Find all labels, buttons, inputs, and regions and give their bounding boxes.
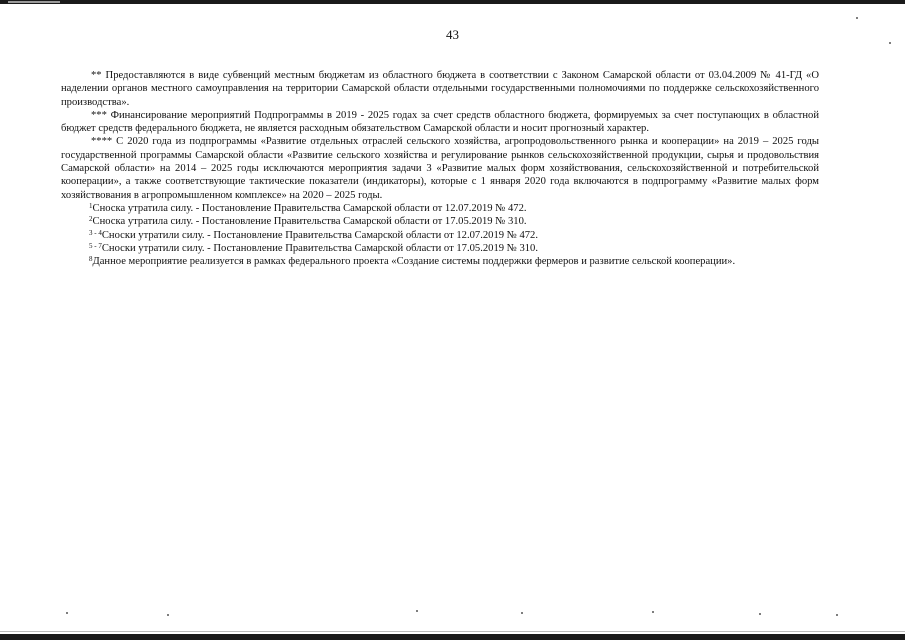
footnote-mark: 5 - 7	[89, 241, 102, 250]
scan-speck	[167, 614, 169, 616]
footnote-text: Сноска утратила силу. - Постановление Правительства Самарской области от 17.05.2019 № 310.	[92, 216, 527, 228]
note-double-asterisk: ** Предоставляются в виде субвенций местным бюджетам из областного бюджета в соответствии с Законом Самарской области от 03.04.2009 № 41-ГД «О наделении органов местного самоуправления на территории Самарской области отдельными государственными полномочиями по поддержке сельскохозяйственного производства».	[61, 70, 819, 108]
page-number: 43	[446, 27, 459, 42]
scan-edge-bottom-line	[0, 631, 905, 632]
scan-speck	[66, 612, 68, 614]
scan-speck	[416, 610, 418, 612]
scan-edge-bottom	[0, 634, 905, 640]
footnote-mark: 2	[89, 215, 93, 224]
scan-speck	[889, 42, 891, 44]
note-quad-asterisk: **** С 2020 года из подпрограммы «Развитие отдельных отраслей сельского хозяйства, агропродовольственного рынка и кооперации» на 2019 – 2025 годы государственной программы Самарской области «Развитие сельского хозяйства и регулирование рынков сельскохозяйственной продукции, сырья и продовольствия Самарской области» на 2014 – 2025 годы исключаются мероприятия задачи 3 «Развитие малых форм хозяйствования, сельскохозяйственной и потребительской кооперации», а также соответствующие тактические показатели (индикаторы), которые с 1 января 2020 года включаются в подпрограмму «Развитие малых форм хозяйствования в агропромышленном комплексе» на 2020 – 2025 годы.	[61, 136, 819, 201]
footnote-text: Сноски утратили силу. - Постановление Правительства Самарской области от 17.05.2019 № 310.	[101, 242, 538, 254]
footnote-mark: 3 - 4	[89, 228, 102, 237]
footnote-5-7	[61, 242, 819, 255]
footnote-3-4	[61, 229, 819, 242]
footnote-mark: 8	[89, 255, 93, 264]
note-triple-asterisk: *** Финансирование мероприятий Подпрограммы в 2019 - 2025 годах за счет средств областного бюджета, формируемых за счет поступающих в областной бюджет средств федерального бюджета, не является расходным обязательством Самарской области и носит прогнозный характер.	[61, 109, 819, 135]
footnote-1	[61, 202, 819, 215]
footnote-text: Сноски утратили силу. - Постановление Правительства Самарской области от 12.07.2019 № 472.	[101, 229, 538, 241]
footnote-mark: 1	[89, 201, 93, 210]
footnote-text: Сноска утратила силу. - Постановление Правительства Самарской области от 12.07.2019 № 472.	[92, 202, 527, 214]
scan-speck	[836, 614, 838, 616]
notes-block	[61, 69, 819, 268]
scan-speck	[652, 611, 654, 613]
scan-speck	[521, 612, 523, 614]
scan-speck	[759, 613, 761, 615]
scan-speck	[856, 17, 858, 19]
footnote-text: Данное мероприятие реализуется в рамках федерального проекта «Создание системы поддержки фермеров и развитие сельской кооперации».	[92, 256, 736, 268]
scan-edge-top-gap	[8, 1, 60, 3]
scan-edge-top	[0, 0, 905, 4]
footnote-8	[61, 255, 819, 268]
footnote-2	[61, 215, 819, 228]
